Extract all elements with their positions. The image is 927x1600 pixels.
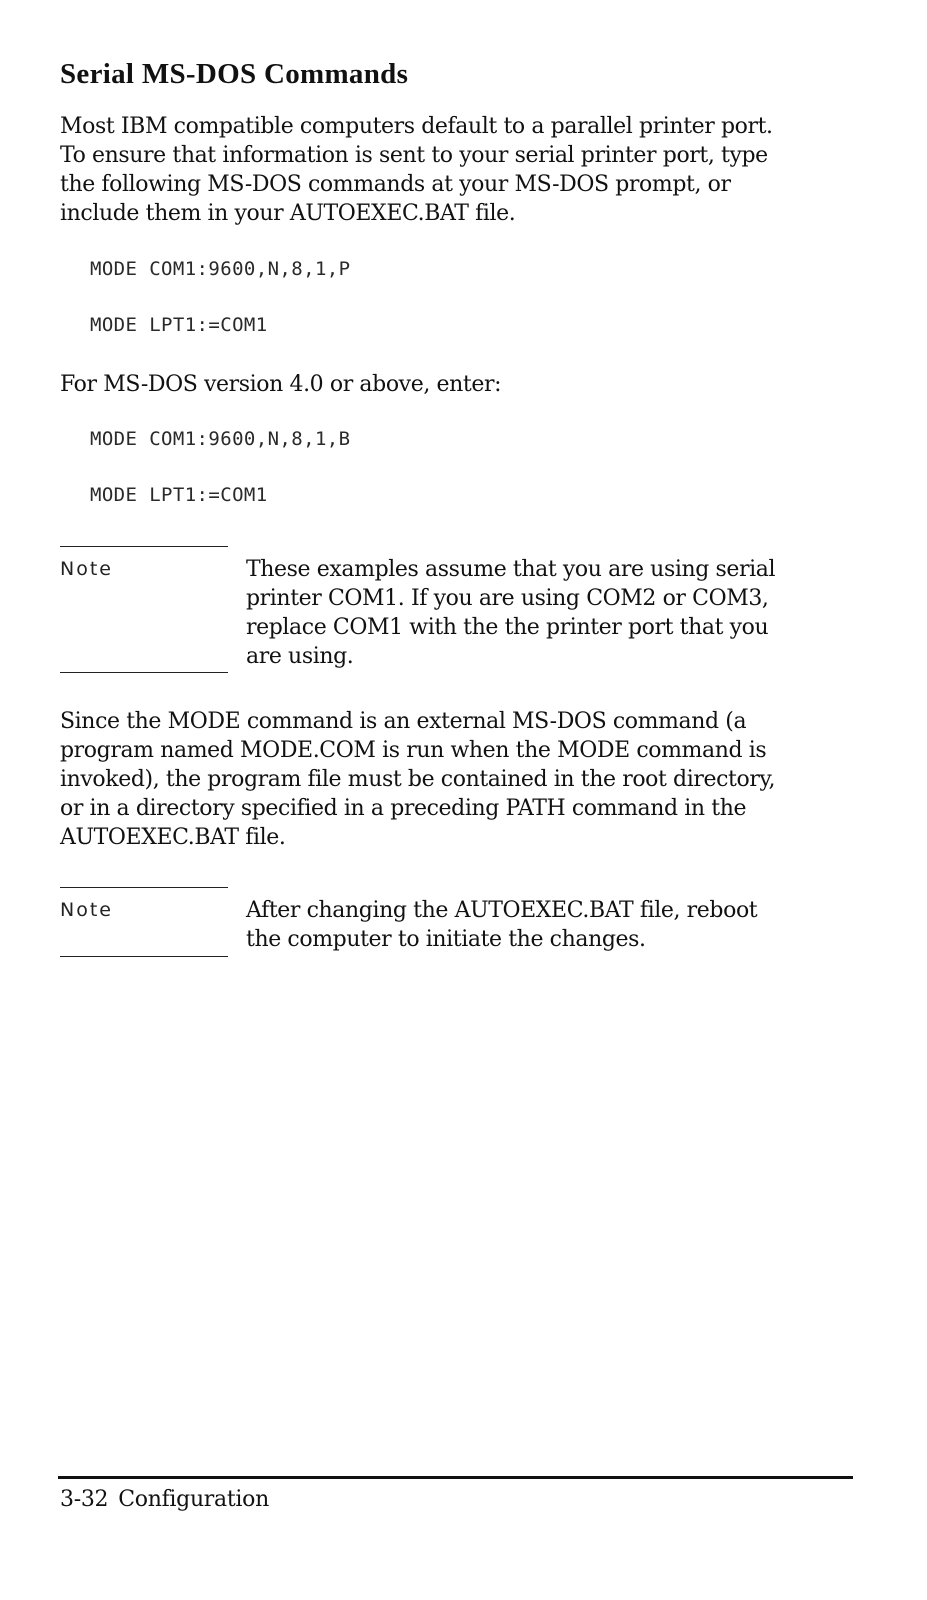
intro-line: Most IBM compatible computers default to a parallel printer port. <box>60 114 773 139</box>
note-label: Note <box>60 899 113 921</box>
section-heading: Serial MS-DOS Commands <box>60 58 409 90</box>
note-line: replace COM1 with the the printer port that you <box>246 615 769 640</box>
mode-line: invoked), the program file must be contained in the root directory, <box>60 767 776 792</box>
mode-line: or in a directory specified in a preceding PATH command in the <box>60 796 747 821</box>
note-text <box>246 555 775 671</box>
note-label: Note <box>60 558 113 580</box>
note-text <box>246 896 757 954</box>
mode-line: Since the MODE command is an external MS-DOS command (a <box>60 709 747 734</box>
intro-line: the following MS-DOS commands at your MS-DOS prompt, or <box>60 172 731 197</box>
mode-line: program named MODE.COM is run when the MODE command is <box>60 738 767 763</box>
version-paragraph: For MS-DOS version 4.0 or above, enter: <box>60 372 502 397</box>
mode-paragraph <box>60 707 775 852</box>
page-footer <box>60 1487 269 1512</box>
intro-paragraph <box>60 112 773 228</box>
note-line: printer COM1. If you are using COM2 or COM3, <box>246 586 769 611</box>
mode-line: AUTOEXEC.BAT file. <box>60 825 286 850</box>
note-line: are using. <box>246 644 354 669</box>
command-mode-lpt1: MODE LPT1:=COM1 <box>90 484 268 506</box>
section-name: Configuration <box>118 1487 269 1512</box>
intro-line: To ensure that information is sent to your serial printer port, type <box>60 143 768 168</box>
note-top-rule <box>60 546 228 547</box>
note-line: the computer to initiate the changes. <box>246 927 646 952</box>
command-mode-com1-b: MODE COM1:9600,N,8,1,B <box>90 428 351 450</box>
note-bottom-rule <box>60 672 228 673</box>
intro-line: include them in your AUTOEXEC.BAT file. <box>60 201 516 226</box>
note-top-rule <box>60 887 228 888</box>
note-line: These examples assume that you are using serial <box>246 557 776 582</box>
command-mode-com1-p: MODE COM1:9600,N,8,1,P <box>90 258 351 280</box>
note-bottom-rule <box>60 956 228 957</box>
footer-rule <box>58 1476 853 1479</box>
note-line: After changing the AUTOEXEC.BAT file, reboot <box>246 898 758 923</box>
page-number: 3-32 <box>60 1487 109 1512</box>
command-mode-lpt1: MODE LPT1:=COM1 <box>90 314 268 336</box>
